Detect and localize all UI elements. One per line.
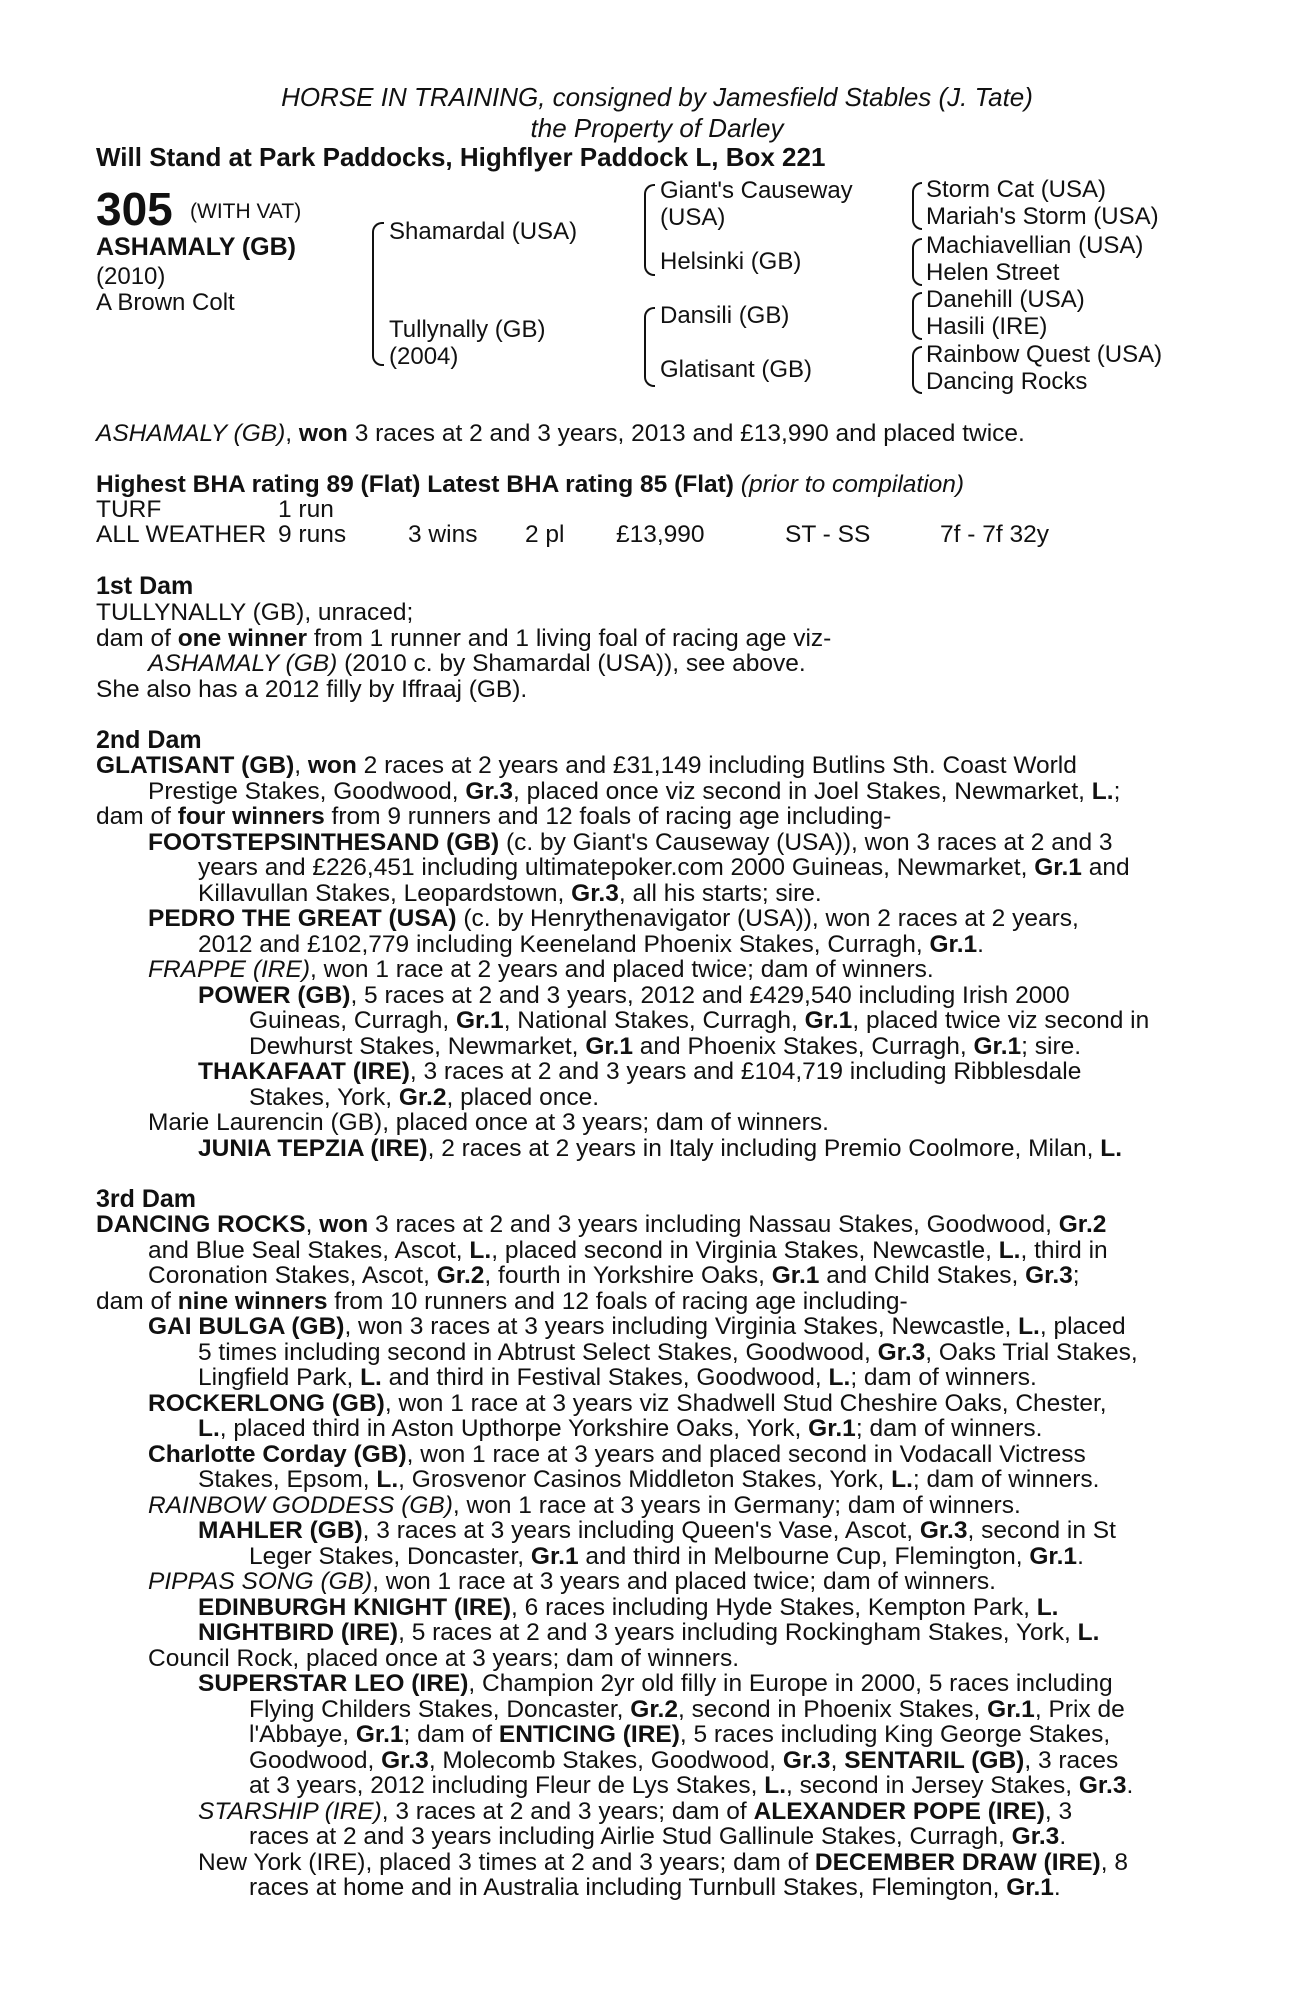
first-dam-heading: 1st Dam xyxy=(96,572,194,600)
pedigree-sss: Storm Cat (USA) xyxy=(926,176,1107,203)
third-dam-line: NIGHTBIRD (IRE), 5 races at 2 and 3 years including Rockingham Stakes, York, L. xyxy=(198,1619,1100,1646)
second-dam-heading: 2nd Dam xyxy=(96,726,202,754)
third-dam-line: Flying Childers Stakes, Doncaster, Gr.2, second in Phoenix Stakes, Gr.1, Prix de xyxy=(249,1696,1125,1723)
second-dam-line: FRAPPE (IRE), won 1 race at 2 years and placed twice; dam of winners. xyxy=(148,956,934,983)
pedigree-ssd: Mariah's Storm (USA) xyxy=(926,203,1159,230)
stand-location: Will Stand at Park Paddocks, Highflyer Paddock L, Box 221 xyxy=(96,142,826,172)
summary-horse: ASHAMALY (GB) xyxy=(96,420,286,447)
second-dam-line: JUNIA TEPZIA (IRE), 2 races at 2 years in Italy including Premio Coolmore, Milan, L. xyxy=(198,1135,1123,1162)
horse-name: ASHAMALY (GB) xyxy=(96,233,297,261)
race-summary: ASHAMALY (GB), won 3 races at 2 and 3 years, 2013 and £13,990 and placed twice. xyxy=(96,420,1025,447)
summary-won: won xyxy=(298,420,348,447)
first-dam-line: She also has a 2012 filly by Iffraaj (GB). xyxy=(96,676,528,703)
aw-going: ST - SS xyxy=(785,521,871,548)
second-dam-line: Prestige Stakes, Goodwood, Gr.3, placed once viz second in Joel Stakes, Newmarket, L.; xyxy=(148,778,1121,805)
pedigree-brace-gen1 xyxy=(372,222,384,366)
third-dam-line: Goodwood, Gr.3, Molecomb Stakes, Goodwood, Gr.3, SENTARIL (GB), 3 races xyxy=(249,1747,1119,1774)
third-dam-line: New York (IRE), placed 3 times at 2 and 3 years; dam of DECEMBER DRAW (IRE), 8 xyxy=(198,1849,1128,1876)
third-dam-line: PIPPAS SONG (GB), won 1 race at 3 years and placed twice; dam of winners. xyxy=(148,1568,996,1595)
pedigree-sire: Shamardal (USA) xyxy=(389,218,578,245)
aw-runs: 9 runs xyxy=(278,521,347,548)
pedigree-sire-sire: Giant's Causeway xyxy=(660,177,853,204)
third-dam-line: Leger Stakes, Doncaster, Gr.1 and third in Melbourne Cup, Flemington, Gr.1. xyxy=(249,1543,1084,1570)
pedigree-sire-dam: Helsinki (GB) xyxy=(660,248,802,275)
second-dam-line: PEDRO THE GREAT (USA) (c. by Henrythenavigator (USA)), won 2 races at 2 years, xyxy=(148,905,1079,932)
first-dam-line: TULLYNALLY (GB), unraced; xyxy=(96,599,414,626)
pedigree-brace-3c xyxy=(912,292,922,340)
second-dam-line: POWER (GB), 5 races at 2 and 3 years, 2012 and £429,540 including Irish 2000 xyxy=(198,982,1070,1009)
third-dam-line: dam of nine winners from 10 runners and 12 foals of racing age including- xyxy=(96,1288,908,1315)
summary-rest: 3 races at 2 and 3 years, 2013 and £13,990 and placed twice. xyxy=(347,420,1025,447)
third-dam-line: Stakes, Epsom, L., Grosvenor Casinos Middleton Stakes, York, L.; dam of winners. xyxy=(198,1466,1100,1493)
aw-distance: 7f - 7f 32y xyxy=(940,521,1049,548)
pedigree-brace-3a xyxy=(912,182,922,230)
third-dam-line: and Blue Seal Stakes, Ascot, L., placed second in Virginia Stakes, Newcastle, L., third in xyxy=(148,1237,1108,1264)
pedigree-ddd: Dancing Rocks xyxy=(926,368,1088,395)
rating-text: Highest BHA rating 89 (Flat) Latest BHA rating 85 (Flat) xyxy=(96,471,734,498)
second-dam-line: THAKAFAAT (IRE), 3 races at 2 and 3 years and £104,719 including Ribblesdale xyxy=(198,1058,1082,1085)
pedigree-dam: Tullynally (GB) xyxy=(389,316,546,343)
aw-placed: 2 pl xyxy=(525,521,565,548)
pedigree-brace-sire xyxy=(644,184,655,276)
horse-description: A Brown Colt xyxy=(96,289,235,316)
second-dam-line: Guineas, Curragh, Gr.1, National Stakes, Curragh, Gr.1, placed twice viz second in xyxy=(249,1007,1150,1034)
third-dam-line: GAI BULGA (GB), won 3 races at 3 years including Virginia Stakes, Newcastle, L., placed xyxy=(148,1313,1126,1340)
pedigree-brace-3d xyxy=(912,346,922,394)
second-dam-line: dam of four winners from 9 runners and 12 foals of racing age including- xyxy=(96,803,892,830)
first-dam-line: dam of one winner from 1 runner and 1 living foal of racing age viz- xyxy=(96,625,832,652)
turf-runs: 1 run xyxy=(278,496,334,523)
lot-number: 305 xyxy=(96,183,173,235)
third-dam-line: STARSHIP (IRE), 3 races at 2 and 3 years; dam of ALEXANDER POPE (IRE), 3 xyxy=(198,1798,1073,1825)
pedigree-dam-sire: Dansili (GB) xyxy=(660,302,790,329)
third-dam-line: races at home and in Australia including Turnbull Stakes, Flemington, Gr.1. xyxy=(249,1874,1061,1901)
third-dam-line: races at 2 and 3 years including Airlie Stud Gallinule Stakes, Curragh, Gr.3. xyxy=(249,1823,1067,1850)
third-dam-line: RAINBOW GODDESS (GB), won 1 race at 3 years in Germany; dam of winners. xyxy=(148,1492,1021,1519)
second-dam-line: years and £226,451 including ultimatepoker.com 2000 Guineas, Newmarket, Gr.1 and xyxy=(198,854,1130,881)
second-dam-line: GLATISANT (GB), won 2 races at 2 years and £31,149 including Butlins Sth. Coast World xyxy=(96,752,1077,779)
pedigree-dds: Rainbow Quest (USA) xyxy=(926,341,1163,368)
second-dam-line: 2012 and £102,779 including Keeneland Phoenix Stakes, Curragh, Gr.1. xyxy=(198,931,984,958)
second-dam-line: FOOTSTEPSINTHESAND (GB) (c. by Giant's Causeway (USA)), won 3 races at 2 and 3 xyxy=(148,829,1113,856)
first-dam-line: ASHAMALY (GB) (2010 c. by Shamardal (USA)), see above. xyxy=(148,650,806,677)
pedigree-sds: Machiavellian (USA) xyxy=(926,232,1144,259)
aw-prize-money: £13,990 xyxy=(616,521,705,548)
third-dam-line: ROCKERLONG (GB), won 1 race at 3 years viz Shadwell Stud Cheshire Oaks, Chester, xyxy=(148,1390,1107,1417)
third-dam-line: Council Rock, placed once at 3 years; dam of winners. xyxy=(148,1645,740,1672)
rating-note: (prior to compilation) xyxy=(733,471,965,498)
turf-label: TURF xyxy=(96,496,162,523)
pedigree-sdd: Helen Street xyxy=(926,259,1060,286)
third-dam-line: l'Abbaye, Gr.1; dam of ENTICING (IRE), 5 races including King George Stakes, xyxy=(249,1721,1111,1748)
third-dam-line: at 3 years, 2012 including Fleur de Lys Stakes, L., second in Jersey Stakes, Gr.3. xyxy=(249,1772,1134,1799)
pedigree-sire-sire-country: (USA) xyxy=(660,204,726,231)
third-dam-line: Charlotte Corday (GB), won 1 race at 3 years and placed second in Vodacall Victress xyxy=(148,1441,1086,1468)
third-dam-line: MAHLER (GB), 3 races at 3 years including Queen's Vase, Ascot, Gr.3, second in St xyxy=(198,1517,1116,1544)
second-dam-line: Dewhurst Stakes, Newmarket, Gr.1 and Phoenix Stakes, Curragh, Gr.1; sire. xyxy=(249,1033,1082,1060)
horse-year: (2010) xyxy=(96,263,166,290)
third-dam-line: Lingfield Park, L. and third in Festival Stakes, Goodwood, L.; dam of winners. xyxy=(198,1364,1037,1391)
header-subtitle: the Property of Darley xyxy=(530,113,784,143)
aw-wins: 3 wins xyxy=(408,521,478,548)
header-title: HORSE IN TRAINING, consigned by Jamesfield Stables (J. Tate) xyxy=(281,82,1033,112)
third-dam-line: 5 times including second in Abtrust Select Stakes, Goodwood, Gr.3, Oaks Trial Stakes, xyxy=(198,1339,1138,1366)
third-dam-line: EDINBURGH KNIGHT (IRE), 6 races including Hyde Stakes, Kempton Park, L. xyxy=(198,1594,1059,1621)
second-dam-line: Stakes, York, Gr.2, placed once. xyxy=(249,1084,600,1111)
second-dam-line: Killavullan Stakes, Leopardstown, Gr.3, all his starts; sire. xyxy=(198,880,822,907)
vat-note: (WITH VAT) xyxy=(190,200,302,223)
pedigree-brace-dam xyxy=(644,307,655,387)
pedigree-dss: Danehill (USA) xyxy=(926,286,1085,313)
pedigree-dam-year: (2004) xyxy=(389,343,459,370)
third-dam-heading: 3rd Dam xyxy=(96,1185,197,1213)
aw-label: ALL WEATHER xyxy=(96,521,267,548)
third-dam-line: Coronation Stakes, Ascot, Gr.2, fourth in Yorkshire Oaks, Gr.1 and Child Stakes, Gr.3; xyxy=(148,1262,1080,1289)
second-dam-line: Marie Laurencin (GB), placed once at 3 years; dam of winners. xyxy=(148,1109,829,1136)
pedigree-brace-3b xyxy=(912,238,922,286)
third-dam-line: SUPERSTAR LEO (IRE), Champion 2yr old filly in Europe in 2000, 5 races including xyxy=(198,1670,1113,1697)
bha-rating xyxy=(96,472,964,498)
third-dam-line: L., placed third in Aston Upthorpe Yorkshire Oaks, York, Gr.1; dam of winners. xyxy=(198,1415,1043,1442)
pedigree-dsd: Hasili (IRE) xyxy=(926,313,1048,340)
pedigree-dam-dam: Glatisant (GB) xyxy=(660,356,813,383)
third-dam-line: DANCING ROCKS, won 3 races at 2 and 3 years including Nassau Stakes, Goodwood, Gr.2 xyxy=(96,1211,1107,1238)
